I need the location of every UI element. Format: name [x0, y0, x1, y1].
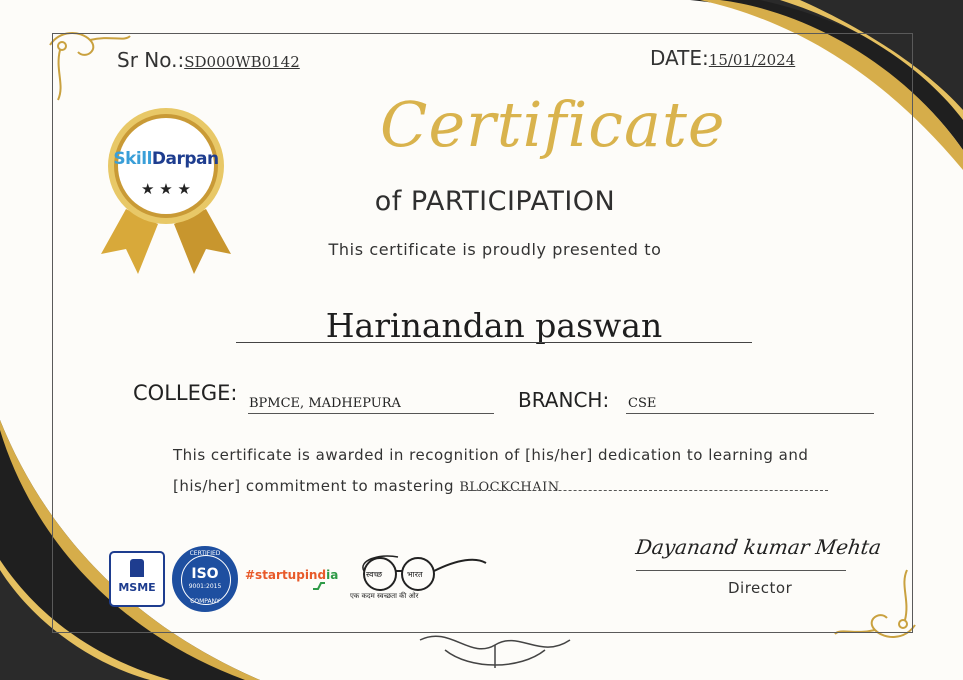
skill-underline — [468, 490, 828, 491]
startupindia-logo: #startupindia — [245, 568, 339, 582]
date-value: 15/01/2024 — [708, 51, 796, 69]
director-signature: Dayanand kumar Mehta — [634, 535, 883, 559]
date-label: DATE: — [650, 46, 709, 70]
branch-label: BRANCH: — [518, 388, 610, 412]
recipient-name: Harinandan paswan — [325, 306, 663, 345]
presented-to-text: This certificate is proudly presented to — [328, 240, 662, 259]
msme-logo: MSME — [109, 551, 165, 607]
issue-date — [650, 46, 795, 70]
signature-line — [636, 570, 846, 571]
certificate-subtitle: of PARTICIPATION — [374, 186, 616, 217]
badge-stars: ★ ★ ★ — [141, 180, 191, 198]
college-value: BPMCE, MADHEPURA — [249, 396, 401, 411]
certificate-title: Certificate — [380, 88, 726, 161]
recognition-text-line2 — [173, 477, 560, 495]
recognition-text-line1: This certificate is awarded in recognition of [his/her] dedication to learning and — [173, 446, 809, 464]
skill-value: BLOCKCHAIN — [459, 480, 560, 495]
college-underline — [248, 413, 494, 414]
branch-value: CSE — [628, 396, 657, 411]
badge-brand: SkillDarpan — [113, 149, 219, 169]
serial-label: Sr No.: — [117, 48, 185, 72]
startupindia-tick-icon — [312, 582, 326, 590]
iso-logo: CERTIFIED ISO 9001:2015 COMPANY — [172, 546, 238, 612]
college-label: COLLEGE: — [133, 381, 238, 405]
emblem-icon — [130, 559, 144, 577]
name-underline — [236, 342, 752, 343]
bottom-flourish — [420, 636, 570, 668]
recognition-text-prefix: [his/her] commitment to mastering — [173, 477, 455, 495]
signatory-role: Director — [728, 579, 793, 597]
swachh-bharat-logo: स्वच्छ भारत एक कदम स्वच्छता की ओर — [348, 549, 488, 604]
serial-value: SD000WB0142 — [184, 53, 300, 71]
serial-number — [117, 48, 300, 72]
branch-underline — [626, 413, 874, 414]
